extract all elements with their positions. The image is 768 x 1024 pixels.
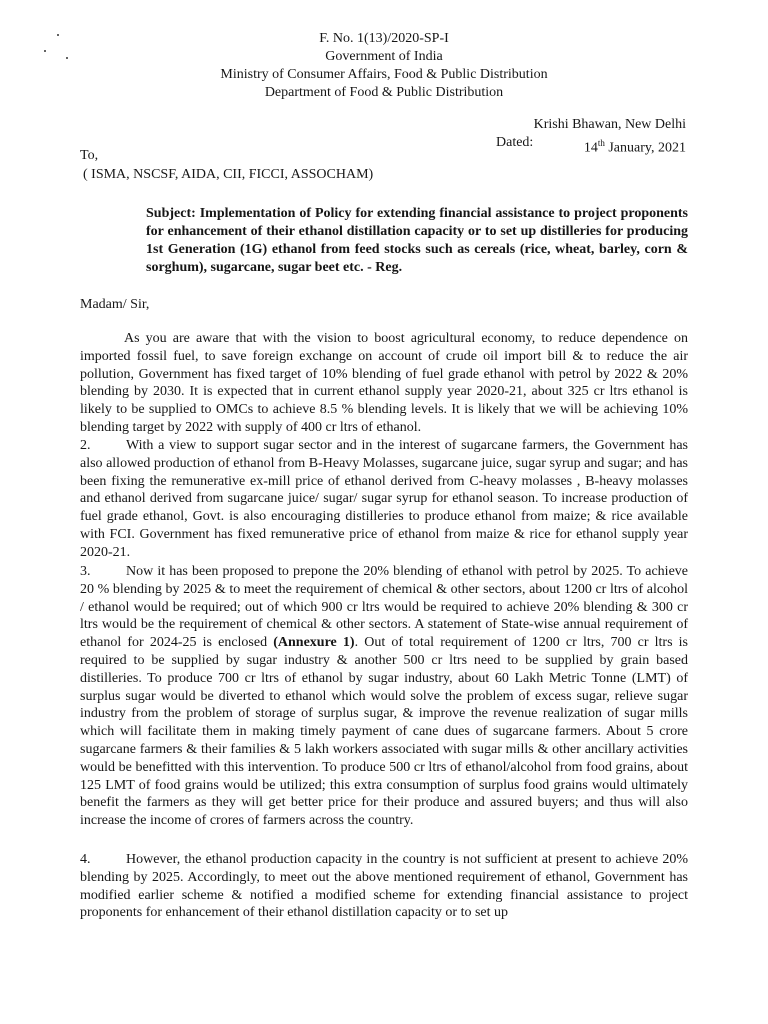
subject-line: Subject: Implementation of Policy for extending financial assistance to project proponents for enhancement of their ethanol distillation capacity or to set up distilleries for producing 1st Generation (1G) ethanol from feed stocks such as cereals (rice, wheat, barley, corn & sorghum), sugarcane, sugar beet etc. - Reg. xyxy=(146,206,688,275)
paragraph-3-text-b: . Out of total requirement of 1200 cr ltrs, 700 cr ltrs is required to be supplied by sugar industry & another 500 cr ltrs need to be supplied by grain based distilleries. To produce 700 cr ltrs of ethanol by sugar industry, about 60 Lakh Metric Tonne (LMT) of surplus sugar would be diverted to ethanol which would solve the problem of excess sugar, relieve sugar industry from the problem of storage of surplus sugar, & improve the revenue realization of sugar mills which will facilitate them in making timely payment of cane dues of sugarcane farmers. About 5 crore sugarcane farmers & their families & 5 lakh workers associated with sugar mills & other ancillary activities would be benefitted with this intervention. To produce 500 cr ltrs of ethanol/alcohol from food grains, about 125 LMT of food grains would be utilized; this extra consumption of surplus food grains would ultimately benefit the farmers as they will get better price for their produce and assured buyers; and thus will also increase the income of crores of farmers across the country. xyxy=(80,635,689,829)
government-name: Government of India xyxy=(325,49,443,64)
place-date-block xyxy=(496,116,686,158)
salutation: Madam/ Sir, xyxy=(80,297,150,312)
file-number: F. No. 1(13)/2020-SP-I xyxy=(319,31,449,46)
place: Krishi Bhawan, New Delhi xyxy=(533,117,686,132)
paragraph-2-text: With a view to support sugar sector and in the interest of sugarcane farmers, the Government has also allowed production of ethanol from B-Heavy Molasses, sugarcane juice, sugar syrup and sugar; and has been fixing the remunerative ex-mill price of ethanol derived from C-heavy molasses , B-heavy molasses and ethanol derived from sugarcane juice/ sugar/ sugar syrup for ethanol season. To increase production of fuel grade ethanol, Govt. is also encouraging distilleries to produce ethanol from maize; & rice available with FCI. Government has fixed remunerative price of ethanol from maize & rice for ethanol supply year 2020-21. xyxy=(80,438,688,560)
annexure-reference: (Annexure 1) xyxy=(273,635,355,651)
paragraph-number: 3. xyxy=(80,564,91,579)
department-name: Department of Food & Public Distribution xyxy=(264,85,504,100)
recipient-block xyxy=(80,146,373,184)
dated-label: Dated: xyxy=(496,135,534,150)
paragraph-3-text-a: Now it has been proposed to prepone the 20% blending of ethanol with petrol by 2025. To achieve 20 % blending by 2025 & to meet the requirement of chemical & other sectors, about 1200 cr ltrs of alcohol / ethanol would be required; out of which 900 cr ltrs would be required to achieve 20% blending & 300 cr ltrs would be the requirement of chemical & other sectors. A statement of State-wise annual requirement of ethanol for 2024-25 is enclosed xyxy=(80,564,688,651)
to-label: To, xyxy=(80,148,99,163)
addressees: ( ISMA, NSCSF, AIDA, CII, FICCI, ASSOCHAM) xyxy=(83,167,374,182)
letter-header xyxy=(0,30,768,102)
paragraph-4 xyxy=(80,851,688,922)
date-line xyxy=(496,134,686,158)
ministry-name: Ministry of Consumer Affairs, Food & Public Distribution xyxy=(220,67,548,82)
paragraph-number: 2. xyxy=(80,438,91,453)
paragraph-1: As you are aware that with the vision to boost agricultural economy, to reduce dependence on imported fossil fuel, to save foreign exchange on account of crude oil import bill & to reduce the air pollution, Government has fixed target of 10% blending of fuel grade ethanol with petrol by 2022 & 20% blending by 2030. It is expected that in current ethanol supply year 2020-21, about 325 cr ltrs ethanol is likely to be supplied to OMCs to achieve 8.5 % blending levels. It is likely that we will be achieving 10% blending target by 2022 with supply of 400 cr ltrs of ethanol. xyxy=(80,331,688,435)
paragraph-number: 4. xyxy=(80,852,91,867)
paragraph-4-text: However, the ethanol production capacity in the country is not sufficient at present to achieve 20% blending by 2025. Accordingly, to meet out the above mentioned requirement of ethanol, Government has modified earlier scheme & notified a modified scheme for extending financial assistance to project proponents for enhancement of their ethanol distillation capacity or to set up xyxy=(80,852,688,921)
paragraph-3 xyxy=(80,563,688,830)
paragraph-2 xyxy=(80,437,688,562)
date-value: 14th January, 2021 xyxy=(583,138,686,156)
